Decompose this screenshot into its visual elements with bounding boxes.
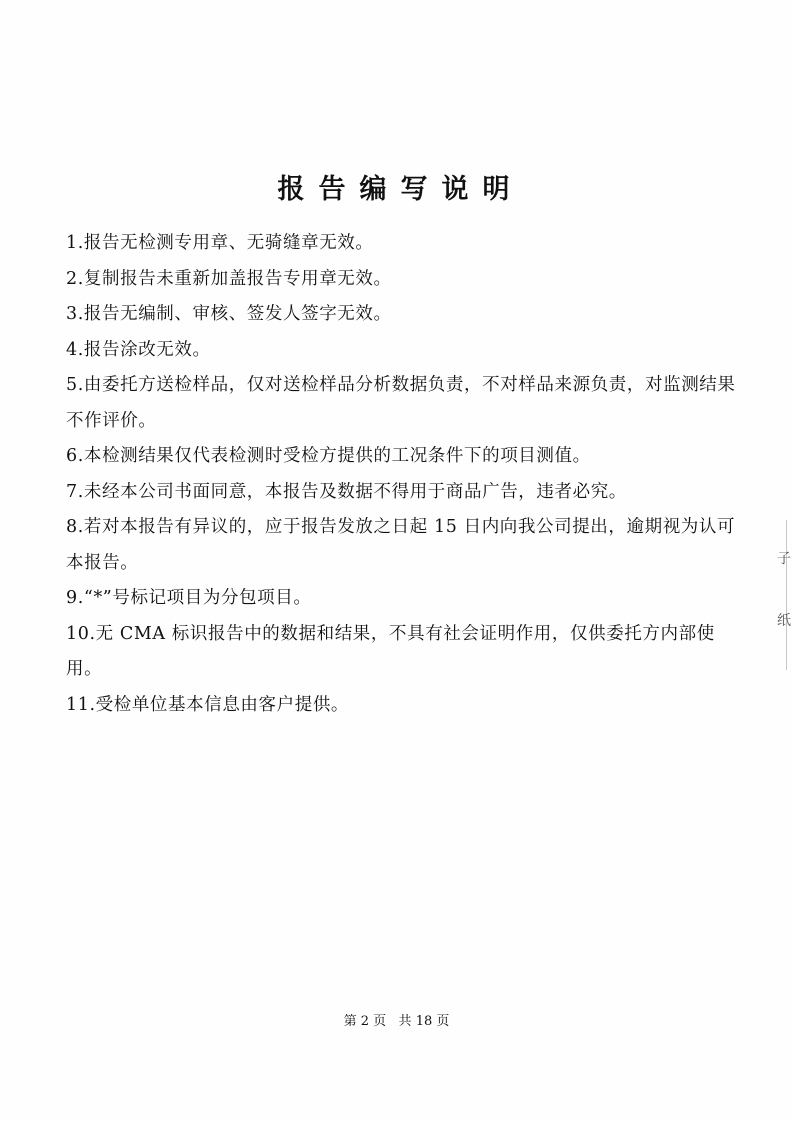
page-title: 报告编写说明 bbox=[277, 174, 524, 205]
page-number-footer: 第 2 页 共 18 页 bbox=[343, 1014, 450, 1029]
list-item: 11.受检单位基本信息由客户提供。 bbox=[66, 694, 350, 715]
list-item: 7.未经本公司书面同意，本报告及数据不得用于商品广告，违者必究。 bbox=[66, 481, 627, 502]
list-item: 3.报告无编制、审核、签发人签字无效。 bbox=[66, 304, 392, 324]
list-item: 2.复制报告未重新加盖报告专用章无效。 bbox=[66, 268, 392, 289]
list-item: 6.本检测结果仅代表检测时受检方提供的工况条件下的项目测值。 bbox=[66, 446, 591, 466]
list-item: 1.报告无检测专用章、无骑缝章无效。 bbox=[66, 233, 374, 253]
list-item: 8.若对本报告有异议的，应于报告发放之日起 15 日内向我公司提出，逾期视为认可本报告。 bbox=[66, 517, 736, 573]
list-item: 4.报告涂改无效。 bbox=[66, 339, 211, 360]
seam-seal-mark: 纸 bbox=[777, 613, 791, 629]
list-item: 5.由委托方送检样品，仅对送检样品分析数据负责，不对样品来源负责，对监测结果不作评价。 bbox=[66, 375, 736, 431]
list-item: 9.“*”号标记项目为分包项目。 bbox=[66, 588, 312, 608]
seam-seal-mark: 子 bbox=[777, 551, 791, 567]
seam-seal-edge bbox=[786, 520, 787, 670]
notes-list bbox=[66, 226, 736, 723]
list-item: 10.无 CMA 标识报告中的数据和结果，不具有社会证明作用，仅供委托方内部使用。 bbox=[66, 623, 715, 679]
